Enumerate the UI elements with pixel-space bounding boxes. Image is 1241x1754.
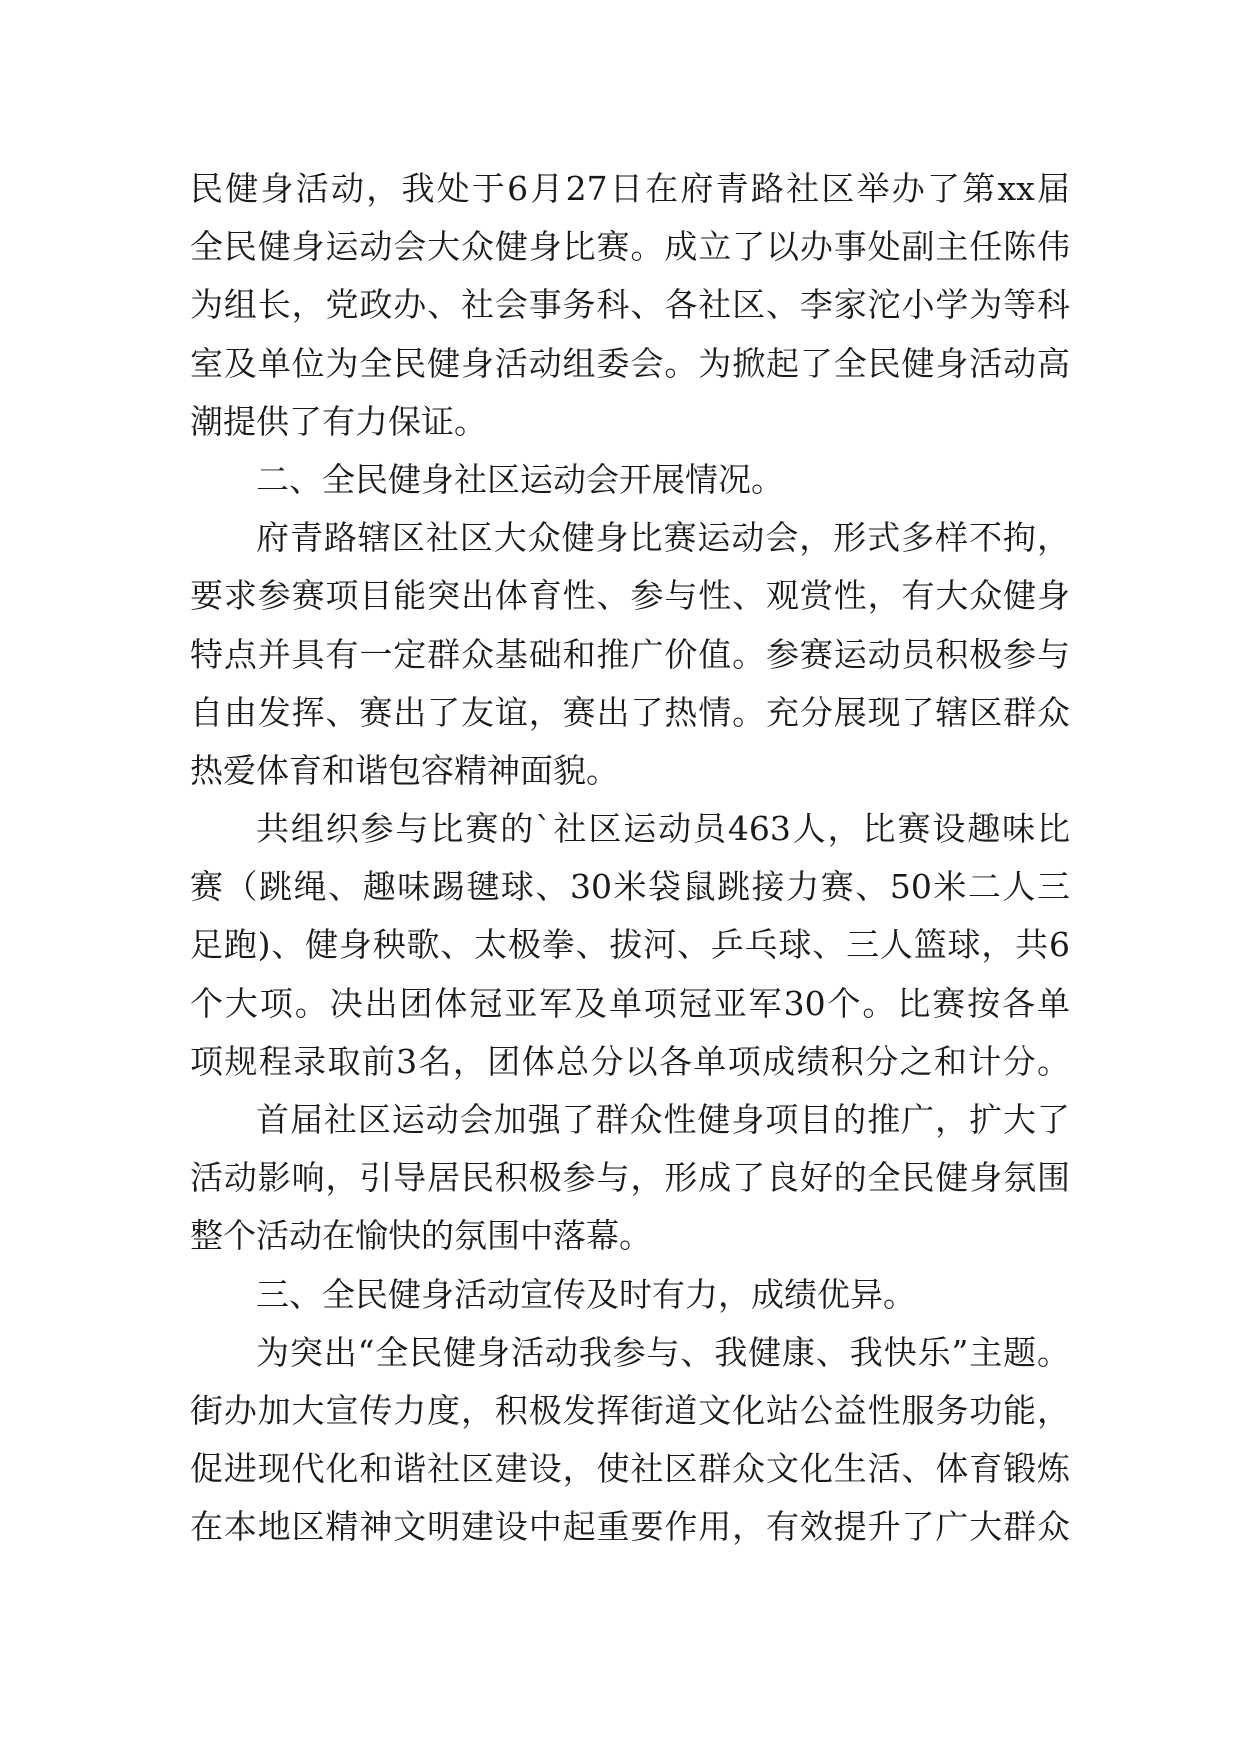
text-line: 为组长，党政办、社会事务科、各社区、李家沱小学为等科 [190, 285, 1070, 325]
text-line: 热爱体育和谐包容精神面貌。 [190, 750, 619, 790]
section-heading: 三、全民健身活动宣传及时有力，成绩优异。 [256, 1274, 916, 1314]
text-line: 特点并具有一定群众基础和推广价值。参赛运动员积极参与 [190, 634, 1070, 674]
text-line: 赛（跳绳、趣味踢毽球、30米袋鼠跳接力赛、50米二人三 [190, 867, 1070, 907]
text-line: 足跑)、健身秧歌、太极拳、拔河、乒乓球、三人篮球，共6 [190, 925, 1070, 965]
text-line: 个大项。决出团体冠亚军及单项冠亚军30个。比赛按各单 [190, 983, 1070, 1023]
text-line: 为突出“全民健身活动我参与、我健康、我快乐”主题。 [256, 1332, 1070, 1372]
text-line: 要求参赛项目能突出体育性、参与性、观赏性，有大众健身 [190, 576, 1070, 616]
text-line: 共组织参与比赛的`社区运动员463人，比赛设趣味比 [256, 809, 1070, 849]
text-line: 室及单位为全民健身活动组委会。为掀起了全民健身活动高 [190, 343, 1070, 383]
text-line: 民健身活动，我处于6月27日在府青路社区举办了第xx届 [190, 169, 1070, 208]
text-line: 全民健身运动会大众健身比赛。成立了以办事处副主任陈伟 [190, 227, 1070, 267]
text-line: 项规程录取前3名，团体总分以各单项成绩积分之和计分。 [190, 1041, 1070, 1081]
text-line: 府青路辖区社区大众健身比赛运动会，形式多样不拘， [256, 518, 1070, 558]
section-heading: 二、全民健身社区运动会开展情况。 [256, 459, 784, 499]
text-line: 活动影响，引导居民积极参与，形成了良好的全民健身氛围 [190, 1158, 1070, 1198]
text-line: 潮提供了有力保证。 [190, 401, 487, 441]
text-line: 自由发挥、赛出了友谊，赛出了热情。充分展现了辖区群众 [190, 692, 1070, 732]
text-line: 街办加大宣传力度，积极发挥街道文化站公益性服务功能， [190, 1390, 1070, 1430]
document-body [190, 160, 1070, 1557]
text-line: 在本地区精神文明建设中起重要作用，有效提升了广大群众 [190, 1507, 1070, 1547]
text-line: 促进现代化和谐社区建设，使社区群众文化生活、体育锻炼 [190, 1449, 1070, 1489]
text-line: 整个活动在愉快的氛围中落幕。 [190, 1216, 652, 1256]
text-line: 首届社区运动会加强了群众性健身项目的推广，扩大了 [256, 1100, 1070, 1139]
